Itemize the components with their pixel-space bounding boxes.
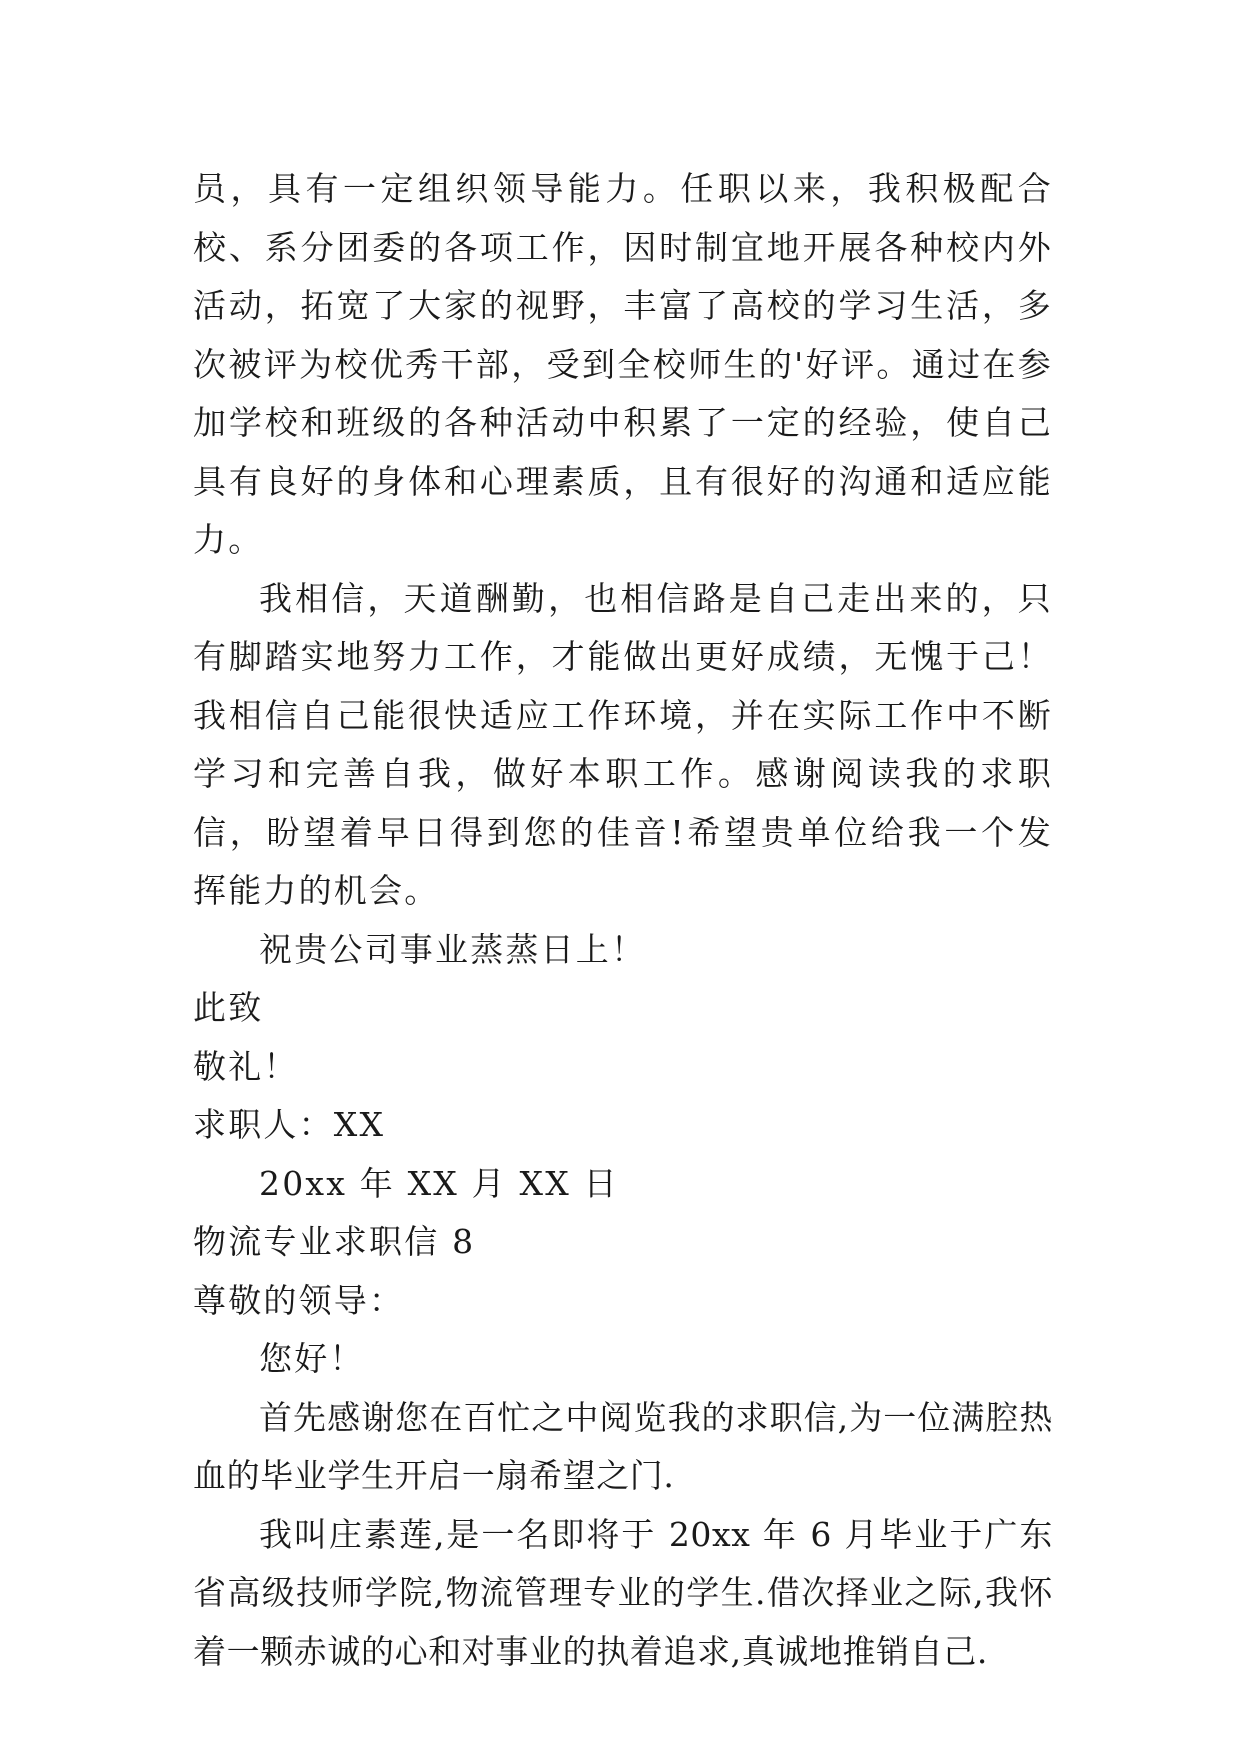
letter-body — [193, 160, 1053, 1681]
paragraph-thanks: 首先感谢您在百忙之中阅览我的求职信,为一位满腔热血的毕业学生开启一扇希望之门. — [193, 1397, 1053, 1495]
paragraph-wish: 祝贵公司事业蒸蒸日上！ — [259, 929, 647, 969]
closing-salutation: 此致 — [193, 988, 264, 1027]
closing-regards: 敬礼！ — [193, 1046, 299, 1086]
paragraph-experience: 员，具有一定组织领导能力。任职以来，我积极配合校、系分团委的各项工作，因时制宜地开展各种校内外活动，拓宽了大家的视野，丰富了高校的学习生活，多次被评为校优秀干部，受到全校师生的'好评。通过在参加学校和班级的各种活动中积累了一定的经验，使自己具有良好的身体和心理素质，且有很好的沟通和适应能力。 — [193, 169, 1053, 559]
section-heading: 物流专业求职信 8 — [193, 1222, 476, 1261]
paragraph-belief: 我相信，天道酬勤，也相信路是自己走出来的，只有脚踏实地努力工作，才能做出更好成绩，无愧于己！我相信自己能很快适应工作环境，并在实际工作中不断学习和完善自我，做好本职工作。感谢阅读我的求职信，盼望着早日得到您的佳音!希望贵单位给我一个发挥能力的机会。 — [193, 578, 1053, 910]
greeting-hello: 您好！ — [259, 1339, 365, 1378]
signature-applicant: 求职人：XX — [193, 1105, 386, 1144]
paragraph-introduction: 我叫庄素莲,是一名即将于 20xx 年 6 月毕业于广东省高级技师学院,物流管理专业的学生.借次择业之际,我怀着一颗赤诚的心和对事业的执着追求,真诚地推销自己. — [193, 1514, 1053, 1671]
signature-date: 20xx 年 XX 月 XX 日 — [259, 1163, 619, 1203]
greeting-addressee: 尊敬的领导： — [193, 1280, 405, 1320]
